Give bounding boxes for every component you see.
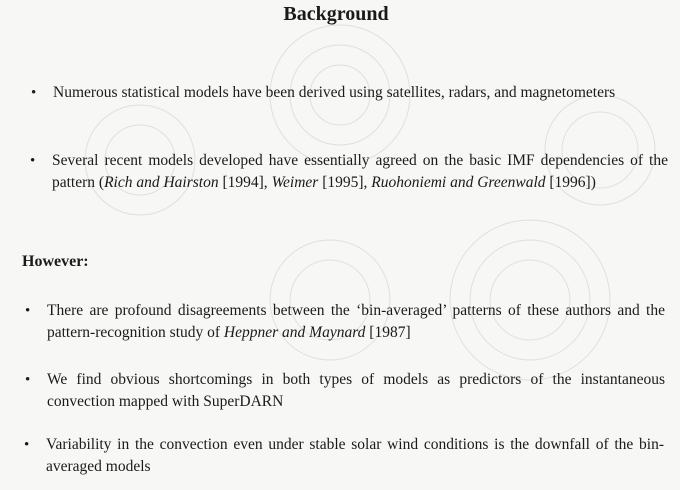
text-run: [1994], xyxy=(218,174,272,191)
bullet-shortcomings xyxy=(25,369,665,413)
section-heading: However: xyxy=(22,253,89,270)
text-run: [1995], xyxy=(318,174,372,191)
text-run: [1996]) xyxy=(545,174,596,191)
bullet-text: Variability in the convection even under stable solar wind conditions is the downfall of the bin-averaged models xyxy=(46,436,664,475)
bullet-variability xyxy=(24,434,664,478)
citation-author: Weimer xyxy=(271,174,319,191)
bullet-statistical-models xyxy=(31,82,669,104)
bullet-text: We find obvious shortcomings in both types of models as predictors of the instantaneous convection mapped with SuperDARN xyxy=(47,371,665,410)
text-run: There are profound disagreements between the ‘bin-averaged’ patterns of these authors and the pattern-recognition study of xyxy=(47,302,665,341)
bullet-text: Numerous statistical models have been derived using satellites, radars, and magnetometers xyxy=(53,84,616,101)
citation-author: Ruohoniemi and Greenwald xyxy=(371,174,546,191)
bullet-icon: • xyxy=(25,372,31,388)
text-run: [1987] xyxy=(365,324,411,341)
bullet-disagreements xyxy=(25,300,665,344)
bullet-text xyxy=(47,300,665,344)
bullet-icon: • xyxy=(25,303,31,319)
text-run: Several recent models developed have essentially agreed on the basic IMF dependencies of the pattern ( xyxy=(52,152,668,191)
bullet-text xyxy=(52,150,668,194)
page-title: Background xyxy=(283,3,389,25)
bullet-icon: • xyxy=(31,85,37,101)
bullet-recent-models xyxy=(30,150,668,194)
citation-author: Rich and Hairston xyxy=(104,174,219,191)
bullet-icon: • xyxy=(30,153,36,169)
bullet-icon: • xyxy=(24,437,30,453)
citation-author: Heppner and Maynard xyxy=(223,324,366,341)
